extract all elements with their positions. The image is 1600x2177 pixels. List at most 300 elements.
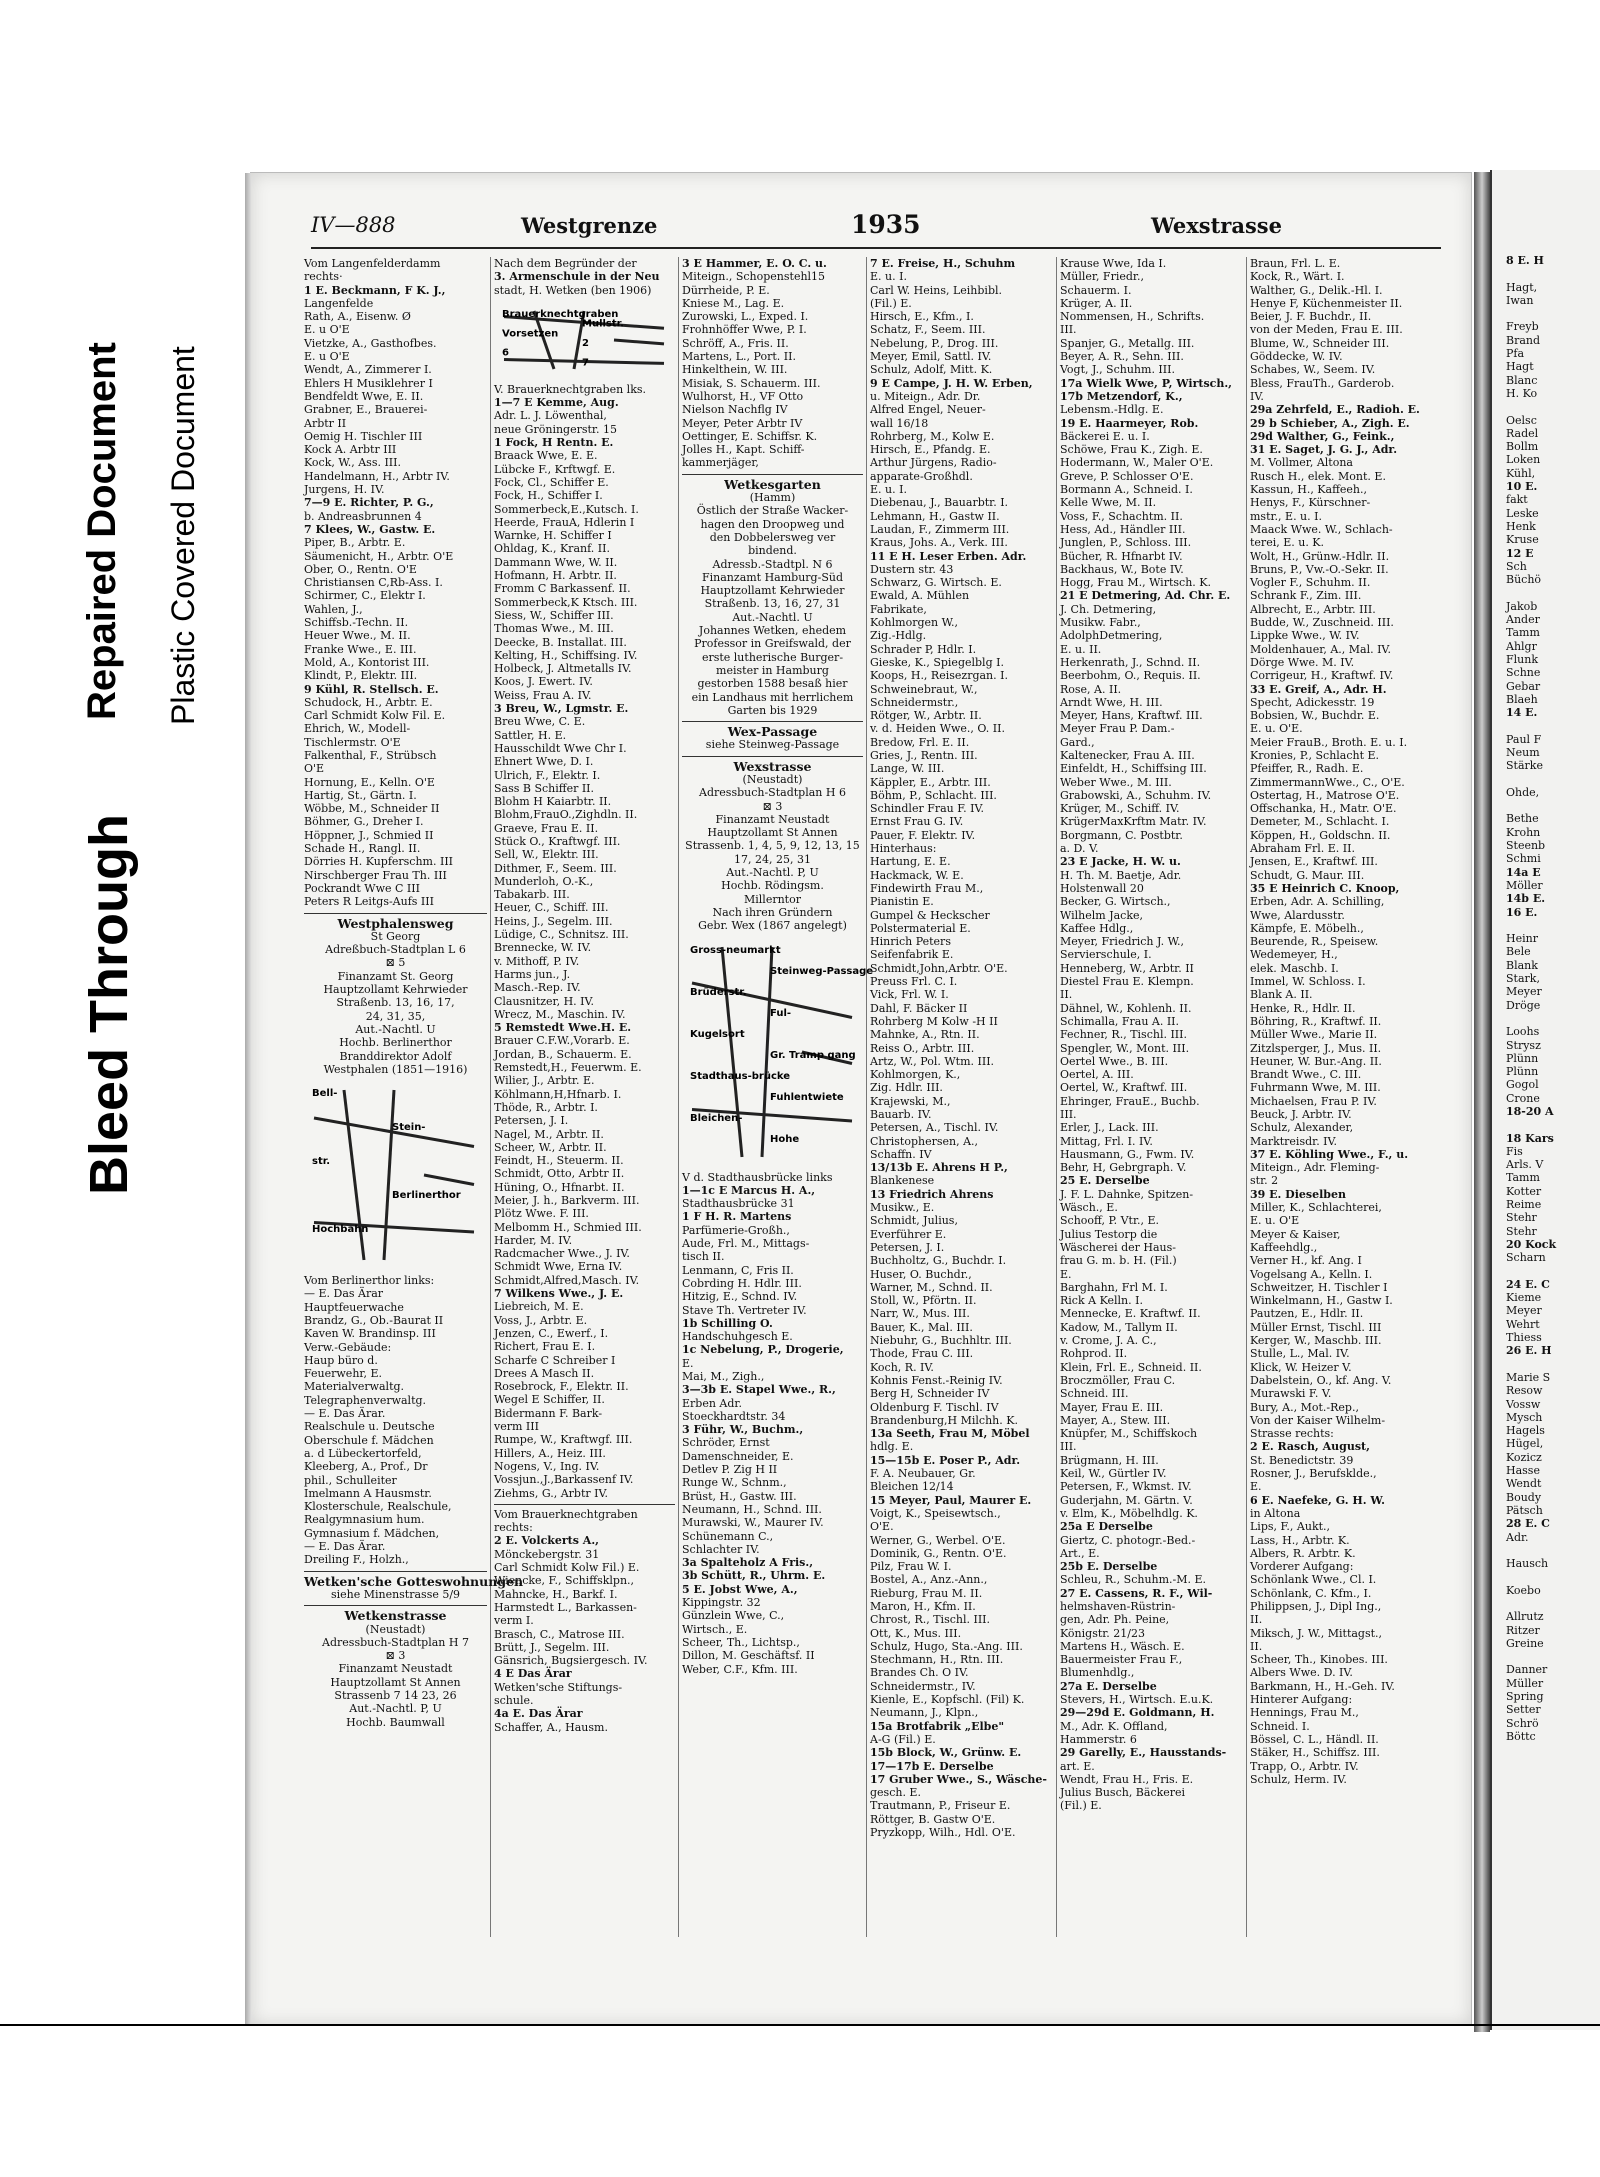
entry-line: Melbomm H., Schmied III. <box>494 1220 642 1234</box>
entry-line: Krause Wwe, Ida I. <box>1060 257 1167 270</box>
entry-line: 9 E Campe, J. H. W. Erben, <box>870 376 1033 390</box>
opposite-page-fragment: Kotter <box>1506 1184 1542 1198</box>
entry-line: Dahl, F. Bäcker II <box>870 1001 968 1015</box>
opposite-page-fragment: Hagels <box>1506 1424 1545 1438</box>
entry-line: v. Crome, J. A. C., <box>1060 1334 1157 1348</box>
entry-line: Rohrberg M Kolw -H II <box>870 1014 998 1028</box>
entry-line: Seifenfabrik E. <box>870 948 954 962</box>
entry-line: Schmidt,John,Arbtr. O'E. <box>870 961 1008 975</box>
entry-line: neue Gröningerstr. 15 <box>494 422 617 436</box>
entry-line: gen, Adr. Ph. Peine, <box>1060 1613 1170 1627</box>
section-info-line: siehe Steinweg-Passage <box>705 738 840 752</box>
entry-line: 1 Fock, H Rentn. E. <box>494 436 614 450</box>
entry-line: Oertel Wwe., B. III. <box>1060 1054 1169 1068</box>
entry-line: Brandenburg,H Milchh. K. <box>870 1413 1018 1427</box>
entry-line: Barghahn, Frl M. I. <box>1060 1280 1168 1294</box>
entry-line: — E. Das Ärar. <box>304 1407 386 1421</box>
entry-line: Schindler Frau F. IV. <box>870 802 985 816</box>
opposite-page-fragment: Hagt <box>1506 360 1534 374</box>
entry-line: Oberschule f. Mädchen <box>304 1433 434 1447</box>
opposite-page-fragment: Strysz <box>1506 1038 1541 1052</box>
entry-line: Wöbbe, M., Schneider II <box>304 802 440 816</box>
entry-line: 17a Wielk Wwe, P, Wirtsch., <box>1060 376 1232 390</box>
entry-line: M., Adr. K. Offland, <box>1060 1719 1168 1733</box>
opposite-page-fragment: Schmi <box>1506 852 1541 866</box>
entry-line: Lenmann, C, Fris II. <box>682 1263 794 1277</box>
entry-line: Sommerbeck,K Ktsch. III. <box>494 595 638 609</box>
entry-line: Mittag, Frl. I. IV. <box>1060 1134 1153 1148</box>
entry-line: Ober, O., Rentn. O'E <box>304 562 417 576</box>
entry-line: Nogens, V., Ing. IV. <box>494 1459 600 1473</box>
entry-line: Knüpfer, M., Schiffskoch <box>1060 1427 1198 1441</box>
map-label: 2 <box>582 337 589 349</box>
entry-line: KrügerMaxKrftm Matr. IV. <box>1060 815 1207 829</box>
opposite-page-fragment: 18 Kars <box>1506 1131 1554 1145</box>
entry-line: Breu Wwe, C. E. <box>494 715 586 729</box>
entry-line: Vick, Frl. W. I. <box>870 988 949 1002</box>
opposite-page-fragment <box>1506 1544 1600 1557</box>
opposite-page-fragment: Danner <box>1506 1663 1548 1677</box>
entry-line: Chrost, R., Tischl. III. <box>870 1613 991 1627</box>
entry-line: Hodermann, W., Maler O'E. <box>1060 456 1214 470</box>
section-heading: Wetken'sche Gotteswohnungen <box>304 1571 487 1588</box>
opposite-page-fragment: Meyer <box>1506 1304 1542 1318</box>
section-info-line: Branddirektor Adolf <box>339 1049 452 1063</box>
section-info-line: Adressbuch-Stadtplan H 6 <box>699 786 846 800</box>
entry-line: Köhlmann,H,Hfnarb. I. <box>494 1087 622 1101</box>
entry-line: Rick A Kelln. I. <box>1060 1294 1143 1308</box>
entry-line: Krüger, A. II. <box>1060 296 1133 310</box>
opposite-page-fragment: Hausch <box>1506 1557 1549 1571</box>
entry-line: 5 Remstedt Wwe.H. E. <box>494 1021 632 1035</box>
entry-line: Bidermann F. Bark- <box>494 1406 603 1420</box>
entry-line: Graeve, Frau E. II. <box>494 821 599 835</box>
entry-line: E. u O'E <box>304 323 350 337</box>
entry-line: Schiffsb.-Techn. II. <box>304 616 409 630</box>
entry-line: Neumann, H., Schnd. III. <box>682 1502 822 1516</box>
entry-line: frau G. m. b. H. (Fil.) <box>1060 1254 1177 1268</box>
page-number: IV—888 <box>311 213 396 237</box>
entry-line: Schmidt, Julius, <box>870 1214 958 1228</box>
opposite-page-fragment: Gebar <box>1506 679 1541 693</box>
entry-line: 2 E. Volckerts A., <box>494 1534 599 1548</box>
entry-line: Julius Busch, Bäckerei <box>1060 1786 1186 1800</box>
entry-line: Thode, Frau C. III. <box>870 1347 974 1361</box>
opposite-page-fragment: Dröge <box>1506 998 1541 1012</box>
entry-line: Meyer, Hans, Kraftwf. III. <box>1060 709 1203 723</box>
entry-line: Jolles H., Kapt. Schiff- <box>682 443 805 457</box>
entry-line: Gieske, K., Spiegelblg I. <box>870 655 1004 669</box>
entry-line: Bormann A., Schneid. I. <box>1060 483 1193 497</box>
entry-line: Nirschberger Frau Th. III <box>304 868 447 882</box>
opposite-page-fragment <box>1506 719 1600 732</box>
entry-line: II. <box>1250 1639 1263 1653</box>
map-label: Brüderstr. <box>690 986 747 998</box>
opposite-page-fragment: Allrutz <box>1506 1610 1544 1624</box>
entry-line: v. Mithoff, P. IV. <box>494 954 580 968</box>
entry-line: Buchholtz, G., Buchdr. I. <box>870 1254 1007 1268</box>
entry-line: Reiss O., Arbtr. III. <box>870 1041 975 1055</box>
column-2 <box>491 257 679 1937</box>
entry-line: Trautmann, P., Friseur E. <box>870 1799 1011 1813</box>
entry-line: Bauermeister Frau F., <box>1060 1653 1183 1667</box>
entry-line: Stechmann, H., Rtn. III. <box>870 1653 1004 1667</box>
entry-line: Fechner, R., Tischl. III. <box>1060 1028 1187 1042</box>
section-info-line: siehe Minenstrasse 5/9 <box>330 1587 461 1601</box>
entry-line: v. d. Heiden Wwe., O. II. <box>870 722 1005 736</box>
header-right-title: Wexstrasse <box>1151 213 1282 238</box>
section-info-line: hagen den Droopweg und <box>700 517 845 531</box>
map-street-line <box>614 340 664 344</box>
entry-line: Weber Wwe., M. III. <box>1060 775 1172 789</box>
map-label: Gr. Tramp gang <box>770 1049 856 1061</box>
opposite-page-fragment: Koebo <box>1506 1583 1541 1597</box>
entry-line: Arbtr II <box>304 416 347 430</box>
entry-line: Brandes Ch. O IV. <box>870 1666 969 1680</box>
entry-line: 17 Gruber Wwe., S., Wäsche- <box>870 1772 1047 1786</box>
entry-line: 17b Metzendorf, K., <box>1060 389 1183 403</box>
section-info-line: Hauptzollamt Kehrwieder <box>700 584 845 598</box>
opposite-page-fragment: Radel <box>1506 426 1539 440</box>
entry-line: Materialverwaltg. <box>304 1380 405 1394</box>
entry-line: Heuer Wwe., M. II. <box>304 629 411 643</box>
entry-line: Kaffee Hdlg., <box>1060 921 1134 935</box>
entry-line: 5 E. Jobst Wwe, A., <box>682 1582 798 1596</box>
entry-line: Brügmann, H. III. <box>1060 1453 1159 1467</box>
opposite-page-fragment: Krohn <box>1506 825 1541 839</box>
map-street-line <box>384 1090 394 1260</box>
opposite-page-fragment <box>1506 400 1600 413</box>
section-info-line: Finanzamt St. Georg <box>337 969 454 983</box>
entry-line: Jurgens, H. IV. <box>304 483 385 497</box>
entry-line: Sass B Schiffer II. <box>494 781 595 795</box>
section-info-line: St Georg <box>370 929 421 943</box>
entry-line: 3 Breu, W., Lgmstr. E. <box>494 702 629 716</box>
entry-line: Hinkelthein, W. III. <box>682 363 788 377</box>
entry-line: Everführer E. <box>870 1227 947 1241</box>
entry-line: Jensen, E., Kraftwf. III. <box>1250 855 1378 869</box>
entry-line: Berg H, Schneider IV <box>870 1387 990 1401</box>
opposite-page-fragment: Plünn <box>1506 1051 1539 1065</box>
entry-line: Mönckebergstr. 31 <box>494 1547 600 1561</box>
section-info-line: Garten bis 1929 <box>727 703 818 717</box>
entry-line: Schmidt,Alfred,Masch. IV. <box>494 1273 640 1287</box>
entry-line: Spanjer, G., Metallg. III. <box>1060 336 1195 350</box>
section-info-line: Millerntor <box>744 892 801 906</box>
entry-line: Rohprod. II. <box>1060 1347 1128 1361</box>
entry-line: Albrecht, E., Arbtr. III. <box>1250 602 1376 616</box>
map-label: Bell- <box>312 1088 338 1100</box>
entry-line: Schönlank, C. Kfm., I. <box>1250 1586 1372 1600</box>
street-map-brauerknechtgraben-drawing <box>494 301 672 379</box>
opposite-page-fragment: Böttc <box>1506 1729 1536 1743</box>
entry-line: Wilier, J., Arbtr. E. <box>494 1074 595 1088</box>
entry-line: Hartung, E. E. <box>870 855 951 869</box>
entry-line: Albers Wwe. D. IV. <box>1250 1666 1353 1680</box>
opposite-page-fragment: Greine <box>1506 1636 1544 1650</box>
entry-line: Mai, M., Zigh., <box>682 1370 765 1383</box>
map-label: Hochbahn <box>312 1224 369 1236</box>
entry-line: Brandz, G., Ob.-Baurat II <box>304 1314 444 1327</box>
map-label: Ful- <box>770 1007 792 1019</box>
entry-line: III. <box>1060 1440 1077 1454</box>
opposite-page-fragment: Oelsc <box>1506 413 1537 427</box>
opposite-page-fragment <box>1506 1012 1600 1025</box>
section-info-line: Aut.-Nachtl. P, U <box>726 866 819 880</box>
entry-line: Hillers, A., Heiz. III. <box>494 1446 606 1460</box>
section-info-line: Nach ihren Gründern <box>712 905 833 919</box>
entry-line: Käppler, E., Arbtr. III. <box>870 775 991 789</box>
opposite-page-fragment: Boudy <box>1506 1490 1542 1504</box>
entry-line: Meyer Frau P. Dam.- <box>1060 722 1175 736</box>
opposite-page-fragment: Blank <box>1506 958 1538 972</box>
entry-line: Wolt, H., Grünw.-Hdlr. II. <box>1250 549 1390 563</box>
opposite-page-fragment: 14 E. <box>1506 706 1538 720</box>
opposite-page-fragment: Schne <box>1506 666 1541 680</box>
opposite-page-fragment: 14a E <box>1506 865 1541 879</box>
entry-line: Telegraphenverwaltg. <box>304 1393 427 1407</box>
entry-line: tisch II. <box>682 1250 725 1264</box>
entry-line: Philippsen, J., Dipl Ing., <box>1250 1599 1382 1613</box>
opposite-page-fragment: Pfa <box>1506 347 1525 361</box>
column-5 <box>1057 257 1247 1937</box>
entry-line: Kienle, E., Kopfschl. (Fil) K. <box>870 1693 1025 1707</box>
entry-line: Tischlermstr. O'E <box>304 735 401 749</box>
entry-line: Kelle Wwe, M. II. <box>1060 496 1157 510</box>
entry-line: Böhm, P., Schlacht. III. <box>870 788 997 802</box>
entry-line: Sommerbeck,E.,Kutsch. I. <box>494 502 639 516</box>
street-map-wexstrasse <box>682 937 874 1167</box>
entry-line: Müller Wwe., Marie II. <box>1250 1028 1378 1042</box>
section-info-line: erste lutherische Burger- <box>701 650 844 664</box>
opposite-page-fragment: Blaeh <box>1506 692 1538 706</box>
entry-line: Vom Berlinerthor links: <box>304 1274 435 1288</box>
entry-line: E. <box>1250 1480 1262 1494</box>
map-label: Mullstr. <box>582 318 624 330</box>
entry-line: Dillon, M. Geschäftsf. II <box>682 1649 815 1663</box>
entry-line: Werner, G., Werbel. O'E. <box>870 1533 1006 1547</box>
entry-line: 1c Nebelung, P., Drogerie, <box>682 1343 844 1357</box>
entry-line: Scheer, W., Arbtr. II. <box>494 1140 607 1154</box>
entry-line: Hennings, Frau M., <box>1250 1706 1359 1720</box>
entry-line: Schrader P, Hdlr. I. <box>870 642 977 656</box>
entry-line: Diebenau, J., Bauarbtr. I. <box>870 496 1009 510</box>
entry-line: art. E. <box>1060 1759 1095 1773</box>
opposite-page-fragment <box>1506 307 1600 320</box>
street-map-wexstrasse-drawing <box>682 937 874 1167</box>
entry-line: Hitzig, E., Schnd. IV. <box>682 1290 798 1304</box>
opposite-page-fragment <box>1506 773 1600 786</box>
entry-line: Zitzlsperger, J., Mus. II. <box>1250 1041 1382 1055</box>
entry-line: Piper, B., Arbtr. E. <box>304 536 406 550</box>
entry-line: Diestel Frau E. Klempn. <box>1060 975 1194 989</box>
entry-line: Voss, F., Schachtm. II. <box>1060 509 1183 523</box>
entry-line: Wirtsch., E. <box>682 1622 748 1636</box>
entry-line: Schöwe, Frau K., Zigh. E. <box>1060 443 1203 457</box>
entry-line: Abraham Frl. E. II. <box>1250 842 1355 856</box>
map-label: str. <box>312 1156 331 1168</box>
entry-line: Ostertag, H., Matrose O'E. <box>1250 788 1400 802</box>
entry-line: Stadthausbrücke 31 <box>682 1197 795 1211</box>
section-info-line: Finanzamt Neustadt <box>338 1662 453 1676</box>
opposite-page-fragment: Stärke <box>1506 759 1543 773</box>
map-label: Kugelsort <box>690 1028 745 1040</box>
entry-line: Corrigeur, H., Kraftwf. IV. <box>1250 669 1394 683</box>
entry-line: Lüdige, C., Schnitsz. III. <box>494 928 629 942</box>
opposite-page-fragment: Ahlgr <box>1506 639 1537 653</box>
entry-line: Bleichen 12/14 <box>870 1480 954 1494</box>
entry-line: Demeter, M., Schlacht. I. <box>1250 815 1390 829</box>
entry-line: Moldenhauer, A., Mal. IV. <box>1250 642 1391 656</box>
entry-line: Spengler, W., Mont. III. <box>1060 1041 1190 1055</box>
entry-line: Bobsien, W., Buchdr. E. <box>1250 709 1380 723</box>
entry-line: V d. Stadthausbrücke links <box>682 1170 833 1184</box>
section-info-line: Hochb. Baumwall <box>346 1715 445 1729</box>
entry-line: Miteign., Adr. Fleming- <box>1250 1161 1380 1175</box>
entry-line: Meyer, Emil, Sattl. IV. <box>870 350 992 364</box>
entry-line: Christophersen, A., <box>870 1134 979 1148</box>
section-info-line: Hauptzollamt Kehrwieder <box>323 983 468 997</box>
entry-line: Erben, Adr. A. Schilling, <box>1250 895 1385 909</box>
opposite-page-fragment: Büchö <box>1506 573 1542 587</box>
entry-line: Aude, Frl. M., Mittags- <box>682 1237 810 1251</box>
entry-line: Wahlen, J., <box>304 602 363 616</box>
entry-line: Ohldag, K., Kranf. II. <box>494 542 610 556</box>
entry-line: Schweitzer, H. Tischler I <box>1250 1280 1388 1294</box>
entry-line: 29d Walther, G., Feink., <box>1250 429 1395 443</box>
entry-line: Nagel, M., Arbtr. II. <box>494 1127 604 1141</box>
entry-line: J. Ch. Detmering, <box>1060 602 1157 616</box>
entry-line: Säumenicht, H., Arbtr. O'E <box>304 549 454 563</box>
entry-line: Dithmer, F., Seem. III. <box>494 861 617 875</box>
entry-line: Nommensen, H., Schrifts. <box>1060 310 1205 324</box>
entry-line: Hammerstr. 6 <box>1060 1732 1137 1746</box>
entry-line: Maack Wwe. W., Schlach- <box>1250 522 1393 536</box>
entry-line: Herkenrath, J., Schnd. II. <box>1060 655 1201 669</box>
entry-line: Schulz, Herm. IV. <box>1250 1772 1347 1786</box>
entry-line: Jenzen, C., Ewerf., I. <box>494 1326 609 1340</box>
entry-line: ZimmermannWwe., C., O'E. <box>1250 775 1405 789</box>
entry-line: Schweinebraut, W., <box>870 682 978 696</box>
section-heading: Wex-Passage <box>682 721 863 738</box>
entry-line: Petersen, F., Wkmst. IV. <box>1060 1480 1192 1494</box>
entry-line: Mold, A., Kontorist III. <box>304 655 430 669</box>
entry-line: Pilz, Frau W. I. <box>870 1560 952 1574</box>
opposite-page-fragment: Hagt, <box>1506 280 1538 294</box>
entry-line: Becker, G. Wirtsch., <box>1060 895 1171 909</box>
entry-line: Murawski, W., Maurer IV. <box>682 1516 824 1530</box>
opposite-page-fragment: 10 E. <box>1506 480 1538 494</box>
entry-line: Musikw., E. <box>870 1201 935 1215</box>
entry-line: Dabelstein, O., kf. Ang. V. <box>1250 1373 1392 1387</box>
entry-line: Strasse rechts: <box>1250 1427 1334 1441</box>
section-info-line: Gebr. Wex (1867 angelegt) <box>698 919 847 933</box>
entry-line: Weber, C.F., Kfm. III. <box>682 1662 798 1676</box>
entry-line: Immel, W. Schloss. I. <box>1250 975 1366 989</box>
entry-line: Beuck, J. Arbtr. IV. <box>1250 1108 1352 1121</box>
entry-line: Dörries H. Kupferschm. III <box>304 855 454 869</box>
entry-line: Frohnhöffer Wwe, P. I. <box>682 323 807 337</box>
opposite-page-fragment: Leske <box>1506 506 1539 520</box>
entry-line: Kerger, W., Maschb. III. <box>1250 1334 1382 1348</box>
entry-line: Kock A. Arbtr III <box>304 443 397 457</box>
opposite-page-fragment <box>1506 919 1600 932</box>
section-heading: Wetkenstrasse <box>304 1605 487 1622</box>
entry-line: Nach dem Begründer der <box>494 257 637 270</box>
header-year: 1935 <box>851 210 921 239</box>
entry-line: 3b Schütt, R., Uhrm. E. <box>682 1569 826 1583</box>
street-map-berlinerthor <box>304 1080 487 1270</box>
opposite-page-fragment: 8 E. H <box>1506 254 1544 267</box>
entry-line: Brandt Wwe., C. III. <box>1250 1068 1362 1082</box>
entry-line: 7 E. Freise, H., Schuhm <box>870 257 1016 270</box>
opposite-page-fragment <box>1506 1570 1600 1583</box>
entry-line: a. D. V. <box>1060 842 1099 856</box>
entry-line: Warner, M., Schnd. II. <box>870 1280 993 1294</box>
map-label: Bleichen- <box>690 1112 743 1124</box>
entry-line: Schlachter IV. <box>682 1542 760 1556</box>
map-label: Berlinerthor <box>392 1190 461 1202</box>
entry-line: Beurende, R., Speisew. <box>1250 935 1379 949</box>
entry-line: Voigt, K., Speisewtsch., <box>870 1506 1001 1520</box>
entry-line: Siess, W., Schiffer III. <box>494 608 614 622</box>
entry-line: Rusch H., elek. Mont. E. <box>1250 469 1386 483</box>
opposite-page-fragment: Ritzer <box>1506 1623 1540 1637</box>
entry-line: Blohm H Kaiarbtr. II. <box>494 795 612 809</box>
entry-line: Meier FrauB., Broth. E. u. I. <box>1250 735 1408 749</box>
entry-line: Meier, J. h., Barkverm. III. <box>494 1194 640 1207</box>
section-info-line: Professor in Greifswald, der <box>694 637 851 651</box>
entry-line: 17—17b E. Derselbe <box>870 1759 994 1773</box>
entry-line: Rath, A., Eisenw. Ø <box>304 310 411 324</box>
entry-line: Stück O., Kraftwgf. III. <box>494 834 621 848</box>
entry-line: Munderloh, O.-K., <box>494 874 594 888</box>
entry-line: Heuer, C., Schiff. III. <box>494 901 609 915</box>
entry-line: Rötger, W., Arbtr. II. <box>870 709 982 723</box>
entry-line: Fuhrmann Wwe, M. III. <box>1250 1081 1381 1095</box>
entry-line: Pockrandt Wwe C III <box>304 881 420 895</box>
entry-line: Scheer, Th., Lichtsp., <box>682 1635 800 1649</box>
entry-line: Zig. Hdlr. III. <box>870 1081 943 1095</box>
opposite-page-fragment: Jakob <box>1506 599 1538 613</box>
entry-line: Fock, Cl., Schiffer E. <box>494 475 609 489</box>
entry-line: Thomas Wwe., M. III. <box>494 622 614 636</box>
entry-line: Wäscherei der Haus- <box>1060 1240 1176 1254</box>
entry-line: Feindt, H., Steuerm. II. <box>494 1154 624 1168</box>
opposite-page-fragment: Brand <box>1506 333 1541 347</box>
opposite-page-fragment <box>1506 1358 1600 1371</box>
map-label: Brauerknechtgraben <box>502 308 619 320</box>
entry-line: Lange, W. III. <box>870 762 945 776</box>
entry-line: Pauer, F. Elektr. IV. <box>870 828 976 842</box>
entry-line: Nebelung, P., Drog. III. <box>870 336 999 350</box>
entry-line: E. <box>1060 1267 1072 1281</box>
opposite-page-fragment: Ander <box>1506 613 1540 627</box>
entry-line: Realschule u. Deutsche <box>304 1420 435 1434</box>
entry-line: Harmstedt L., Barkassen- <box>494 1600 637 1614</box>
entry-line: Dürrheide, P. E. <box>682 283 770 297</box>
entry-line: Ehnert Wwe, D. I. <box>494 755 594 769</box>
opposite-page-fragment: Reime <box>1506 1198 1542 1212</box>
entry-line: Wendt, A., Zimmerer I. <box>304 363 432 377</box>
section-heading: Westphalensweg <box>304 913 487 930</box>
entry-line: Niebuhr, G., Buchhltr. III. <box>870 1334 1012 1348</box>
entry-line: Tabakarb. III. <box>494 888 570 902</box>
entry-line: Schünemann C., <box>682 1529 774 1543</box>
book-gutter <box>1474 172 1490 2032</box>
entry-line: Carl Schmidt Kolw Fil.) E. <box>494 1561 640 1575</box>
entry-line: Ott, K., Mus. III. <box>870 1626 962 1640</box>
